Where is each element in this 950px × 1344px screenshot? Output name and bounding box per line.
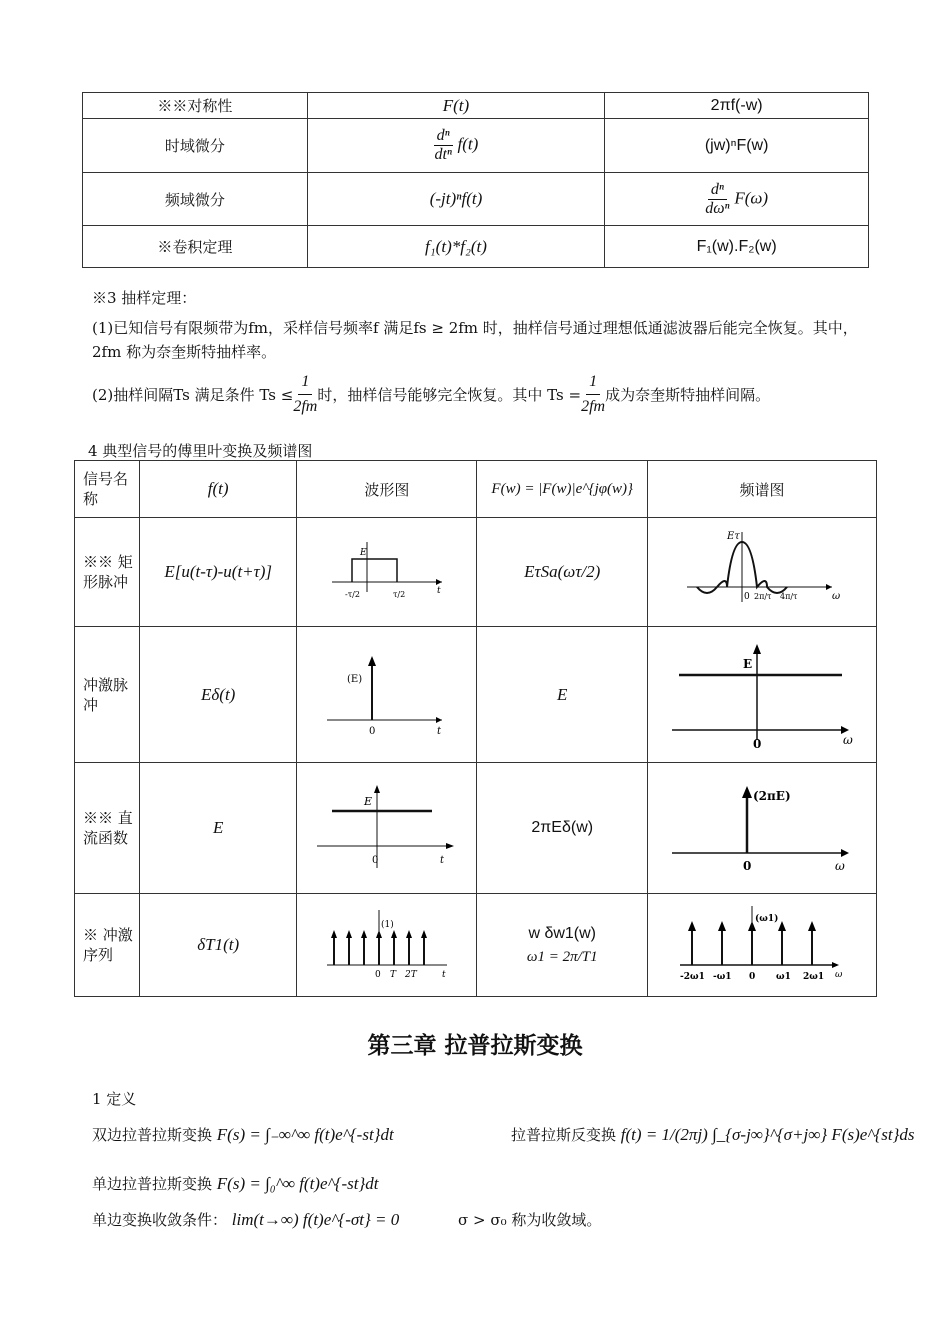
- definition-heading: 1 定义: [92, 1090, 137, 1108]
- signal-ft: E[u(t-τ)-u(t+τ)]: [139, 518, 297, 627]
- signal-name: ※ 冲激序列: [75, 894, 140, 997]
- label: 0: [744, 592, 750, 602]
- label: (1): [380, 920, 394, 930]
- denominator: dωⁿ: [705, 199, 730, 217]
- text: 成为奈奎斯特抽样间隔。: [605, 385, 771, 404]
- label: 2ω1: [803, 971, 825, 982]
- bilateral-laplace: [92, 1123, 394, 1147]
- row-name: ※卷积定理: [83, 226, 308, 268]
- label: T: [389, 970, 396, 980]
- label: E: [359, 548, 367, 558]
- signal-name: ※※ 矩形脉冲: [75, 518, 140, 627]
- header-Fw: F(w) = |F(w)|e^{jφ(w)}: [477, 461, 648, 518]
- fraction: [293, 370, 317, 419]
- label: -ω1: [713, 971, 732, 982]
- impulse-train-spectrum: [648, 894, 877, 997]
- label: E: [363, 795, 372, 808]
- signal-ft: δT1(t): [139, 894, 297, 997]
- properties-table: [82, 92, 869, 268]
- signal-Fw: E: [477, 627, 648, 763]
- label: 0: [368, 725, 376, 737]
- label: ω1: [776, 971, 791, 982]
- denominator: 2fm: [293, 398, 318, 415]
- denominator: 2fm: [581, 398, 606, 415]
- Fw-line2: ω1 = 2π/T1: [526, 948, 598, 965]
- region-of-convergence: σ > σ₀ 称为收敛域。: [458, 1211, 602, 1229]
- label: 2π/τ: [754, 592, 772, 601]
- formula: F(s) = ∫₋∞^∞ f(t)e^{-st}dt: [216, 1125, 394, 1144]
- freq-expr: [605, 173, 869, 226]
- label: -τ/2: [344, 590, 360, 599]
- freq-expr: F₁(w).F₂(w): [605, 226, 869, 268]
- formula: F(s) = ∫₀^∞ f(t)e^{-st}dt: [216, 1174, 379, 1193]
- time-expr: F(t): [307, 93, 605, 119]
- Fw-line1: w δw1(w): [528, 924, 597, 942]
- text: (2)抽样间隔Ts 满足条件 Ts ≤: [92, 385, 294, 404]
- signals-table: [74, 460, 877, 997]
- denominator: dtⁿ: [434, 146, 452, 163]
- label: 单边变换收敛条件：: [92, 1211, 228, 1229]
- freq-expr: 2πf(-w): [605, 93, 869, 119]
- function: f(t): [457, 134, 479, 154]
- sampling-heading: ※3 抽样定理：: [92, 289, 197, 307]
- signal-ft: E: [139, 763, 297, 894]
- rect-waveform: [297, 518, 477, 627]
- label: ω: [835, 859, 845, 873]
- label: t: [439, 855, 444, 866]
- impulse-train-waveform: [297, 894, 477, 997]
- numerator: 1: [586, 370, 600, 395]
- signal-ft: Eδ(t): [139, 627, 297, 763]
- convergence-condition: [92, 1208, 399, 1232]
- text: 时，抽样信号能够完全恢复。其中 Ts =: [317, 385, 582, 404]
- row-name: 时域微分: [83, 119, 308, 173]
- header-ft: f(t): [139, 461, 297, 518]
- label: t: [436, 725, 441, 737]
- numerator: dⁿ: [708, 181, 727, 200]
- label: 双边拉普拉斯变换: [92, 1126, 213, 1144]
- label: (E): [346, 673, 363, 685]
- header-name: 信号名称: [75, 461, 140, 518]
- header-wave: 波形图: [297, 461, 477, 518]
- signal-Fw: [477, 894, 648, 997]
- unilateral-laplace: [92, 1172, 379, 1196]
- label: Eτ: [727, 531, 740, 542]
- label: t: [436, 586, 441, 596]
- label: 4π/τ: [780, 592, 798, 601]
- time-expr: (-jt)ⁿf(t): [307, 173, 605, 226]
- chapter-title: 第三章 拉普拉斯变换: [367, 1032, 583, 1059]
- flat-spectrum: [648, 627, 877, 763]
- label: E: [743, 656, 753, 671]
- label: 拉普拉斯反变换: [511, 1126, 617, 1144]
- label: τ/2: [392, 590, 406, 599]
- label: ω: [843, 732, 853, 747]
- label: (2πE): [753, 789, 791, 803]
- label: ω: [835, 969, 843, 980]
- time-expr: [307, 119, 605, 173]
- time-expr: f₁(t)*f₂(t): [307, 226, 605, 268]
- numerator: 1: [298, 370, 312, 395]
- signal-Fw: EτSa(ωτ/2): [477, 518, 648, 627]
- formula: lim(t→∞) f(t)e^{-σt} = 0: [231, 1210, 400, 1229]
- sampling-p2: [92, 370, 770, 419]
- signal-Fw: 2πEδ(w): [477, 763, 648, 894]
- label: 2T: [404, 970, 417, 980]
- label: 0: [753, 736, 762, 750]
- signals-heading: 4 典型信号的傅里叶变换及频谱图: [88, 442, 313, 460]
- dc-spectrum: [648, 763, 877, 894]
- signal-name: ※※ 直流函数: [75, 763, 140, 894]
- formula: f(t) = 1/(2πj) ∫_{σ-j∞}^{σ+j∞} F(s)e^{st}ds: [620, 1125, 915, 1144]
- label: -2ω1: [680, 971, 705, 982]
- function: F(ω): [734, 188, 769, 207]
- label: 单边拉普拉斯变换: [92, 1175, 213, 1193]
- label: 0: [749, 971, 756, 982]
- inverse-laplace: [511, 1123, 915, 1147]
- row-name: ※※对称性: [83, 93, 308, 119]
- label: (ω1): [755, 913, 779, 924]
- impulse-waveform: [297, 627, 477, 763]
- fraction: [581, 370, 605, 419]
- label: ω: [832, 591, 841, 602]
- row-name: 频域微分: [83, 173, 308, 226]
- sinc-spectrum: [648, 518, 877, 627]
- label: 0: [743, 859, 752, 873]
- header-spectrum: 频谱图: [648, 461, 877, 518]
- label: t: [441, 970, 446, 980]
- numerator: dⁿ: [434, 127, 453, 146]
- sampling-p1: (1)已知信号有限频带为fm，采样信号频率f 满足fs ≥ 2fm 时，抽样信号通过理想低通滤波器后能完全恢复。其中，2fm 称为奈奎斯特抽样率。: [92, 319, 858, 361]
- dc-waveform: [297, 763, 477, 894]
- signal-name: 冲激脉冲: [75, 627, 140, 763]
- label: 0: [374, 970, 381, 980]
- label: 0: [371, 855, 379, 866]
- freq-expr: (jw)ⁿF(w): [605, 119, 869, 173]
